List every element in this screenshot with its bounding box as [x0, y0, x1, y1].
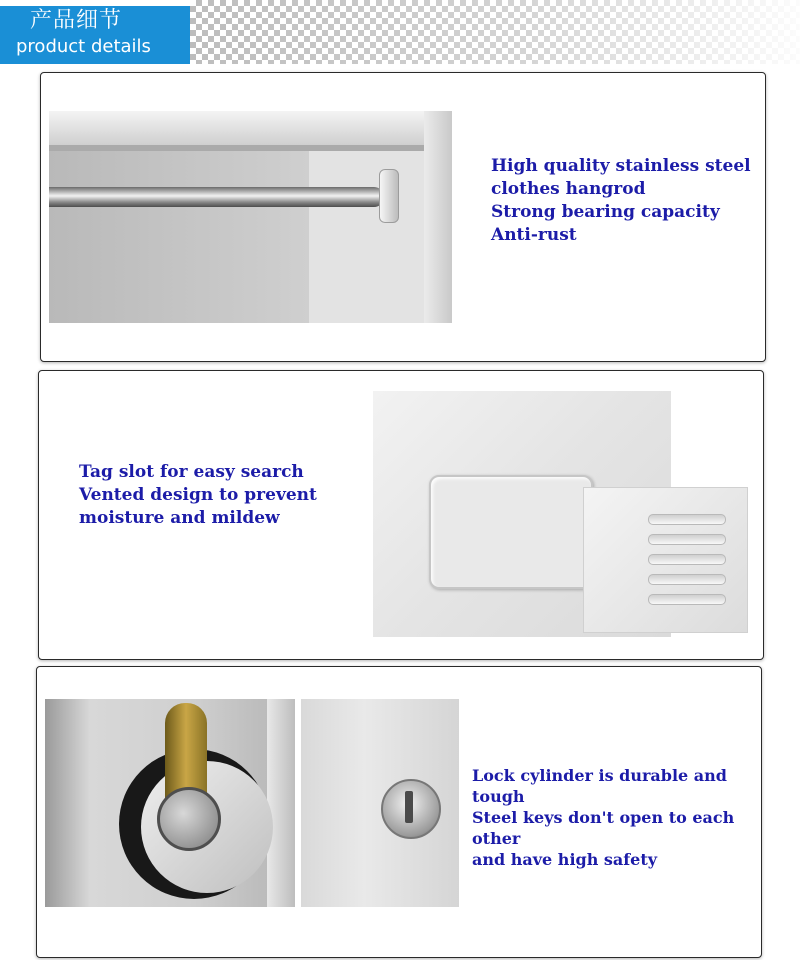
hang-rod [49, 187, 384, 207]
feature-line: Tag slot for easy search [79, 462, 304, 482]
detail-panel-hangrod [40, 72, 766, 362]
cabinet-back [49, 151, 309, 323]
feature-line: Steel keys don't open to each other [472, 808, 735, 848]
rod-bracket [379, 169, 399, 223]
feature-list-lock [472, 765, 761, 870]
vent-louver [648, 514, 726, 525]
lock-front-photo [301, 699, 459, 907]
vent-louver [648, 574, 726, 585]
detail-panel-lock [36, 666, 762, 958]
vent-photo [583, 487, 748, 633]
cabinet-wall [309, 151, 424, 323]
header-title-en: product details [16, 36, 151, 57]
detail-panel-tagslot [38, 370, 764, 660]
feature-list-tagslot [79, 461, 317, 530]
feature-line: Vented design to prevent [79, 485, 317, 505]
vent-louver [648, 534, 726, 545]
section-header [0, 0, 800, 64]
tag-slot [429, 475, 593, 589]
vent-louver [648, 554, 726, 565]
lock-nut [157, 787, 221, 851]
feature-line: Anti-rust [491, 225, 577, 245]
hangrod-photo [49, 111, 452, 323]
cabinet-side [424, 111, 452, 323]
feature-line: Strong bearing capacity [491, 202, 720, 222]
checker-fade [190, 0, 800, 64]
feature-line: and have high safety [472, 850, 658, 869]
key-slot [405, 791, 413, 823]
vent-louver [648, 594, 726, 605]
feature-list-hangrod [491, 155, 751, 247]
feature-line: High quality stainless steel [491, 156, 751, 176]
feature-line: Lock cylinder is durable and tough [472, 766, 727, 806]
feature-line: moisture and mildew [79, 508, 280, 528]
lock-back-photo [45, 699, 295, 907]
door-edge [267, 699, 295, 907]
feature-line: clothes hangrod [491, 179, 646, 199]
shelf [49, 111, 452, 145]
header-title-cn: 产品细节 [30, 8, 123, 33]
